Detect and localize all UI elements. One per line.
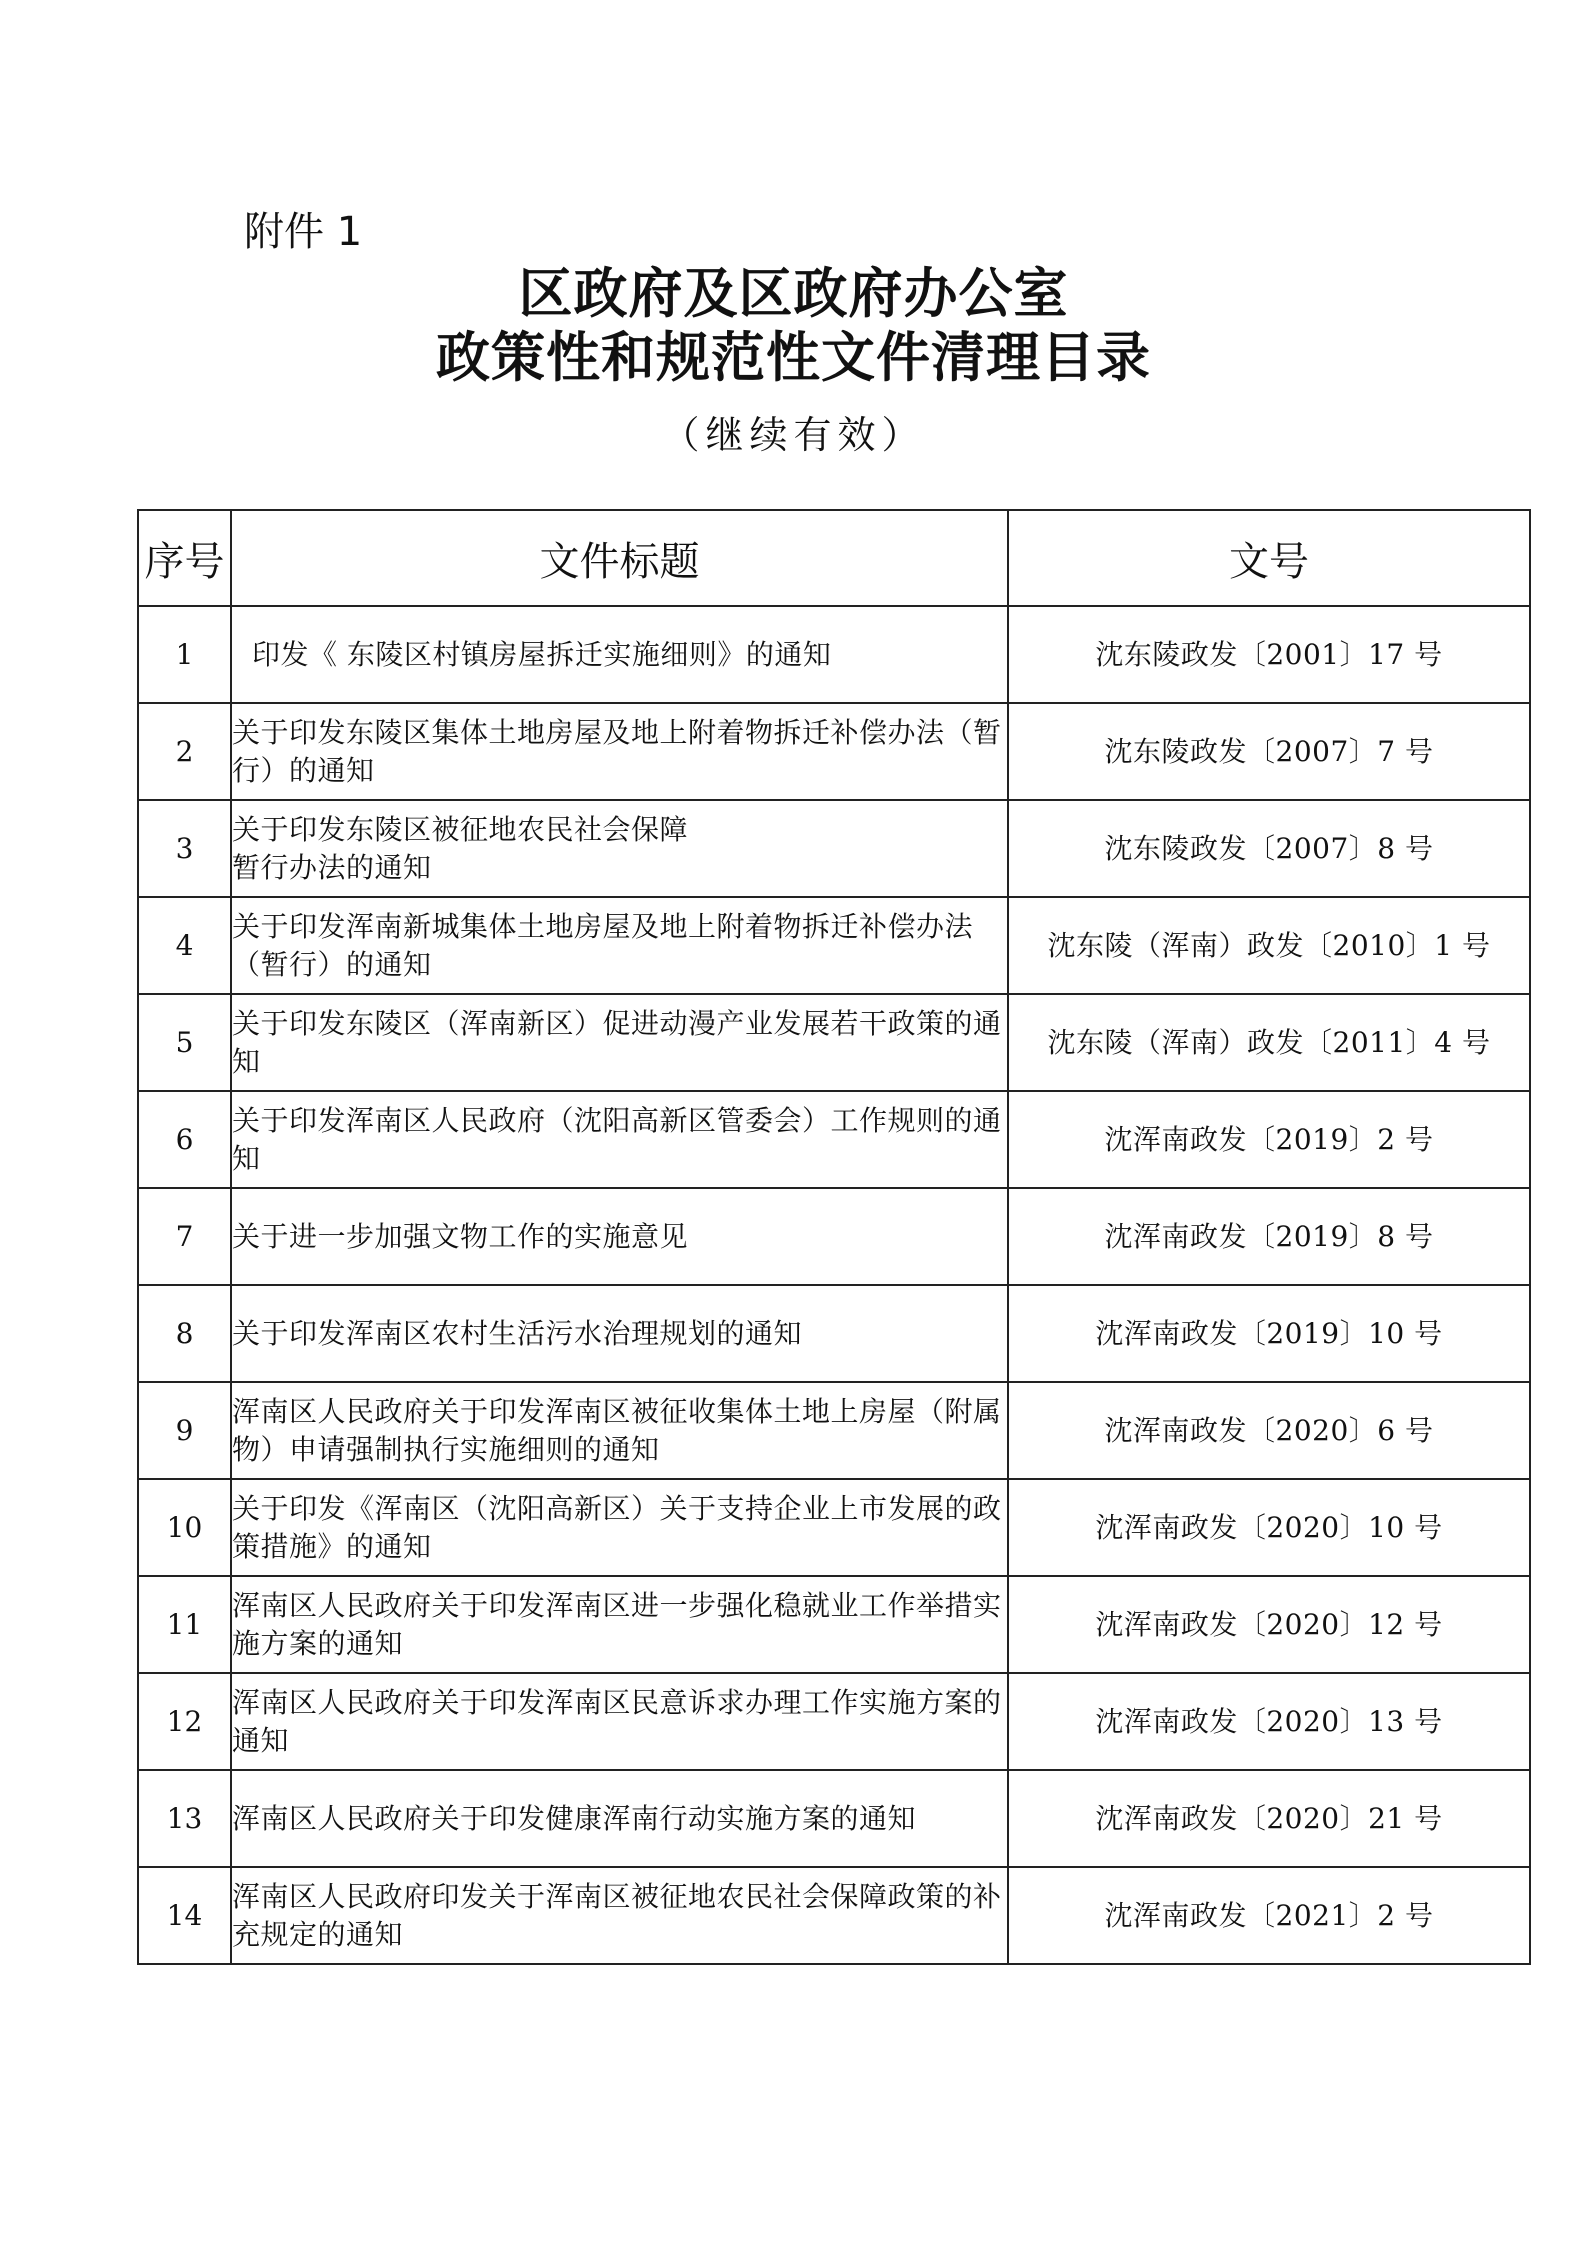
row-document-number: 沈浑南政发〔2019〕8 号 [1008,1188,1530,1285]
attachment-label: 附件 1 [244,209,363,255]
document-subtitle: （继续有效） [661,413,926,457]
row-serial-number: 12 [138,1673,231,1770]
row-document-number: 沈浑南政发〔2019〕2 号 [1008,1091,1530,1188]
table-row [138,1673,1530,1770]
row-document-title: 关于印发东陵区集体土地房屋及地上附着物拆迁补偿办法（暂行）的通知 [231,703,1008,800]
row-document-title: 印发《 东陵区村镇房屋拆迁实施细则》的通知 [231,606,1008,703]
row-serial-number: 10 [138,1479,231,1576]
row-serial-number: 8 [138,1285,231,1382]
table-row [138,1770,1530,1867]
row-document-number: 沈浑南政发〔2020〕21 号 [1008,1770,1530,1867]
table-row [138,1867,1530,1964]
row-serial-number: 1 [138,606,231,703]
header-serial-number: 序号 [138,510,231,606]
row-document-number: 沈东陵（浑南）政发〔2011〕4 号 [1008,994,1530,1091]
row-document-number: 沈浑南政发〔2019〕10 号 [1008,1285,1530,1382]
row-document-title: 关于印发浑南新城集体土地房屋及地上附着物拆迁补偿办法（暂行）的通知 [231,897,1008,994]
row-document-number: 沈浑南政发〔2020〕12 号 [1008,1576,1530,1673]
row-document-number: 沈浑南政发〔2020〕6 号 [1008,1382,1530,1479]
document-title-line1: 区政府及区政府办公室 [518,262,1069,325]
row-document-title: 关于印发《浑南区（沈阳高新区）关于支持企业上市发展的政策措施》的通知 [231,1479,1008,1576]
table-row [138,1382,1530,1479]
table-row [138,897,1530,994]
row-document-title: 浑南区人民政府关于印发浑南区进一步强化稳就业工作举措实施方案的通知 [231,1576,1008,1673]
row-document-number: 沈浑南政发〔2020〕13 号 [1008,1673,1530,1770]
row-document-number: 沈浑南政发〔2021〕2 号 [1008,1867,1530,1964]
table-row [138,703,1530,800]
row-serial-number: 6 [138,1091,231,1188]
table-row [138,606,1530,703]
table-row [138,994,1530,1091]
header-document-title: 文件标题 [231,510,1008,606]
table-row [138,1576,1530,1673]
row-serial-number: 3 [138,800,231,897]
row-document-title: 浑南区人民政府关于印发浑南区民意诉求办理工作实施方案的通知 [231,1673,1008,1770]
row-serial-number: 9 [138,1382,231,1479]
row-document-number: 沈东陵（浑南）政发〔2010〕1 号 [1008,897,1530,994]
row-document-title: 浑南区人民政府关于印发健康浑南行动实施方案的通知 [231,1770,1008,1867]
row-serial-number: 14 [138,1867,231,1964]
row-document-number: 沈东陵政发〔2007〕8 号 [1008,800,1530,897]
row-document-number: 沈东陵政发〔2007〕7 号 [1008,703,1530,800]
table-header-row [138,510,1530,606]
header-document-number: 文号 [1008,510,1530,606]
row-serial-number: 5 [138,994,231,1091]
row-document-title: 关于印发东陵区（浑南新区）促进动漫产业发展若干政策的通知 [231,994,1008,1091]
row-document-title-line: 暂行办法的通知 [232,850,432,884]
row-document-title: 关于印发浑南区人民政府（沈阳高新区管委会）工作规则的通知 [231,1091,1008,1188]
row-document-title: 浑南区人民政府印发关于浑南区被征地农民社会保障政策的补充规定的通知 [231,1867,1008,1964]
document-catalog-table [137,509,1531,1965]
table-row [138,800,1530,897]
row-serial-number: 13 [138,1770,231,1867]
row-document-number: 沈东陵政发〔2001〕17 号 [1008,606,1530,703]
table-row [138,1479,1530,1576]
row-document-title: 关于印发浑南区农村生活污水治理规划的通知 [231,1285,1008,1382]
row-document-title: 关于进一步加强文物工作的实施意见 [231,1188,1008,1285]
row-document-title [231,800,1008,897]
table-row [138,1091,1530,1188]
row-serial-number: 2 [138,703,231,800]
document-title-line2: 政策性和规范性文件清理目录 [436,326,1151,389]
row-document-number: 沈浑南政发〔2020〕10 号 [1008,1479,1530,1576]
row-serial-number: 11 [138,1576,231,1673]
table-row [138,1188,1530,1285]
table-row [138,1285,1530,1382]
row-document-title-line: 关于印发东陵区被征地农民社会保障 [232,812,689,846]
row-serial-number: 7 [138,1188,231,1285]
row-serial-number: 4 [138,897,231,994]
row-document-title: 浑南区人民政府关于印发浑南区被征收集体土地上房屋（附属物）申请强制执行实施细则的通知 [231,1382,1008,1479]
